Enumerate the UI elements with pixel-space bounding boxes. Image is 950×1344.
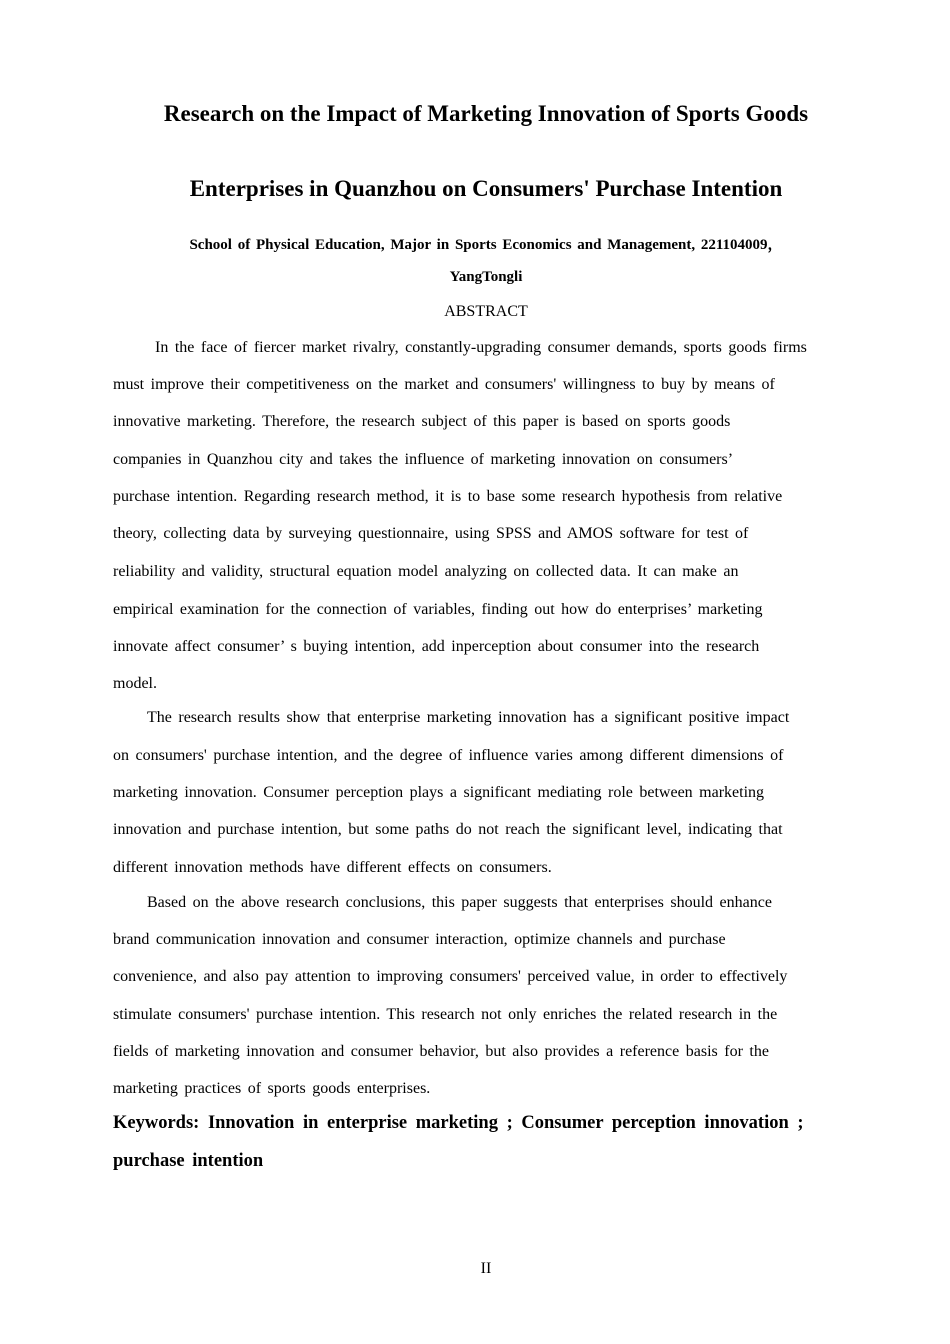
abstract-line: The research results show that enterprise marketing innovation has a significant positive impact bbox=[147, 709, 790, 726]
paper-title-line-2: Enterprises in Quanzhou on Consumers' Purchase Intention bbox=[189, 176, 783, 201]
abstract-line: fields of marketing innovation and consumer behavior, but also provides a reference basis for the bbox=[113, 1043, 769, 1060]
abstract-line: convenience, and also pay attention to improving consumers' perceived value, in order to effectively bbox=[113, 968, 788, 985]
abstract-line: model. bbox=[113, 675, 157, 692]
page-number: II bbox=[480, 1260, 492, 1277]
abstract-line: Based on the above research conclusions, this paper suggests that enterprises should enhance bbox=[147, 894, 772, 911]
abstract-line: on consumers' purchase intention, and the degree of influence varies among different dimensions of bbox=[113, 747, 784, 764]
abstract-line: stimulate consumers' purchase intention. This research not only enriches the related research in the bbox=[113, 1006, 778, 1023]
abstract-line: marketing practices of sports goods enterprises. bbox=[113, 1080, 431, 1097]
abstract-line: companies in Quanzhou city and takes the influence of marketing innovation on consumers’ bbox=[113, 451, 734, 468]
paper-title-line-1: Research on the Impact of Marketing Innovation of Sports Goods bbox=[163, 101, 809, 126]
affiliation-line: School of Physical Education, Major in Sports Economics and Management, 221104009， bbox=[189, 237, 783, 253]
abstract-line: innovate affect consumer’ s buying intention, add inperception about consumer into the research bbox=[113, 638, 760, 655]
author-name: YangTongli bbox=[449, 269, 523, 285]
abstract-line: innovation and purchase intention, but some paths do not reach the significant level, indicating that bbox=[113, 821, 783, 838]
abstract-heading: ABSTRACT bbox=[444, 303, 528, 320]
abstract-line: reliability and validity, structural equation model analyzing on collected data. It can make an bbox=[113, 563, 739, 580]
abstract-line: In the face of fiercer market rivalry, constantly-upgrading consumer demands, sports goods firms bbox=[155, 339, 807, 356]
abstract-line: purchase intention. Regarding research method, it is to base some research hypothesis from relative bbox=[113, 488, 783, 505]
keywords-line-1: Keywords: Innovation in enterprise marketing ; Consumer perception innovation ; bbox=[113, 1113, 804, 1133]
keywords-line-2: purchase intention bbox=[113, 1151, 264, 1171]
abstract-line: empirical examination for the connection of variables, finding out how do enterprises’ marketing bbox=[113, 601, 763, 618]
abstract-line: marketing innovation. Consumer perception plays a significant mediating role between marketing bbox=[113, 784, 765, 801]
abstract-line: different innovation methods have different effects on consumers. bbox=[113, 859, 552, 876]
abstract-line: innovative marketing. Therefore, the research subject of this paper is based on sports goods bbox=[113, 413, 731, 430]
abstract-line: theory, collecting data by surveying questionnaire, using SPSS and AMOS software for test of bbox=[113, 525, 749, 542]
abstract-line: brand communication innovation and consumer interaction, optimize channels and purchase bbox=[113, 931, 726, 948]
abstract-line: must improve their competitiveness on the market and consumers' willingness to buy by means of bbox=[113, 376, 775, 393]
